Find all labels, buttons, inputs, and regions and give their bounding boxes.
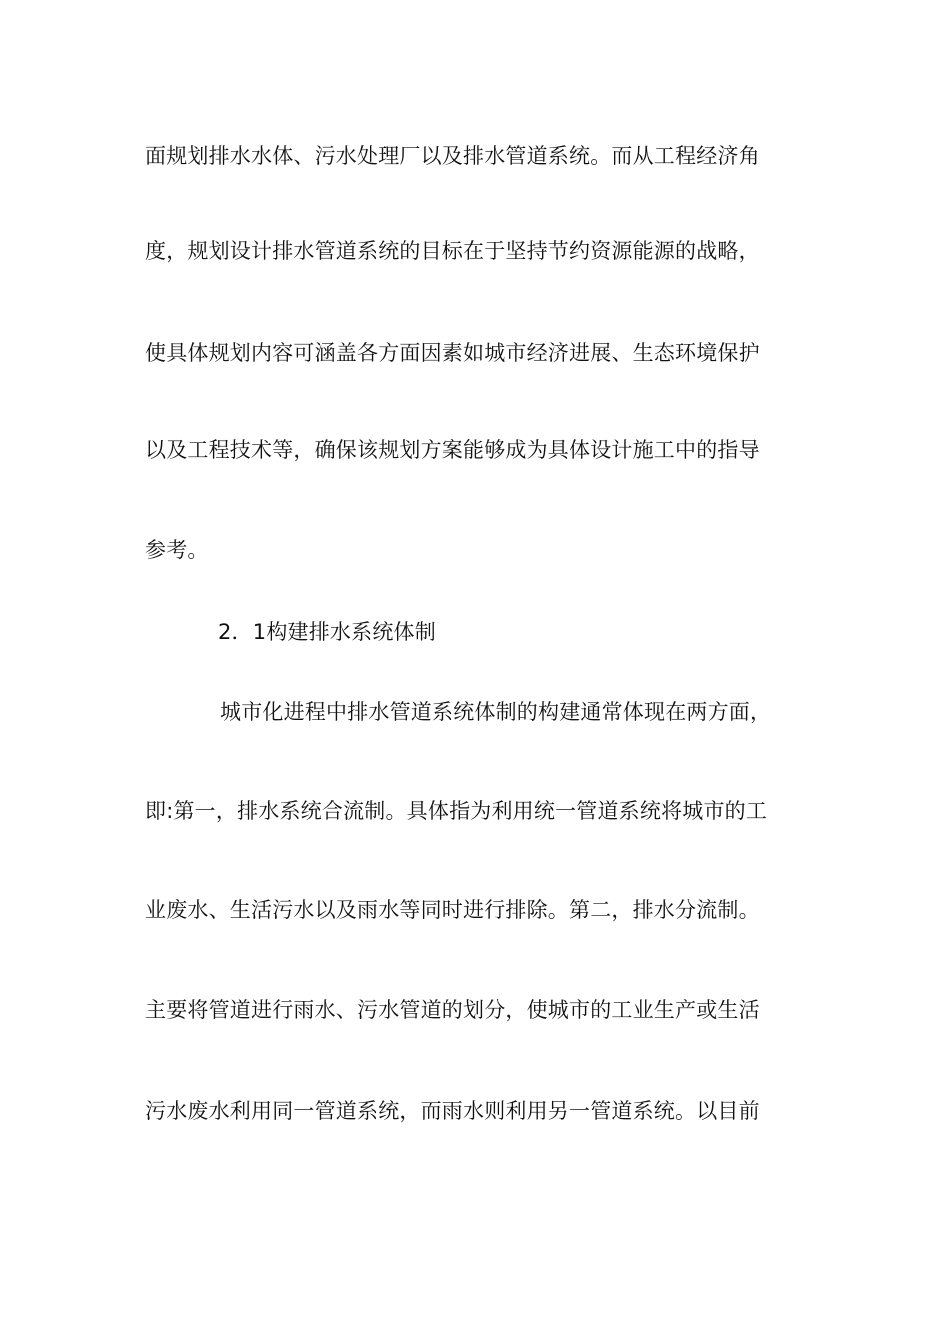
section-heading: 2．1构建排水系统体制 [218, 620, 436, 644]
text-line: 使具体规划内容可涵盖各方面因素如城市经济进展、生态环境保护 [145, 341, 760, 365]
text-line: 度，规划设计排水管道系统的目标在于坚持节约资源能源的战略， [145, 239, 760, 263]
paragraph-line: 城市化进程中排水管道系统体制的构建通常体现在两方面， [220, 700, 772, 724]
paragraph-line: 污水废水利用同一管道系统，而雨水则利用另一管道系统。以目前 [145, 1099, 760, 1123]
text-line: 参考。 [145, 538, 209, 562]
text-line: 以及工程技术等，确保该规划方案能够成为具体设计施工中的指导 [145, 438, 760, 462]
paragraph-line: 即:第一，排水系统合流制。具体指为利用统一管道系统将城市的工 [145, 799, 768, 823]
text-line: 面规划排水水体、污水处理厂以及排水管道系统。而从工程经济角 [145, 144, 760, 168]
paragraph-line: 主要将管道进行雨水、污水管道的划分，使城市的工业生产或生活 [145, 998, 760, 1022]
paragraph-line: 业废水、生活污水以及雨水等同时进行排除。第二，排水分流制。 [145, 898, 760, 922]
